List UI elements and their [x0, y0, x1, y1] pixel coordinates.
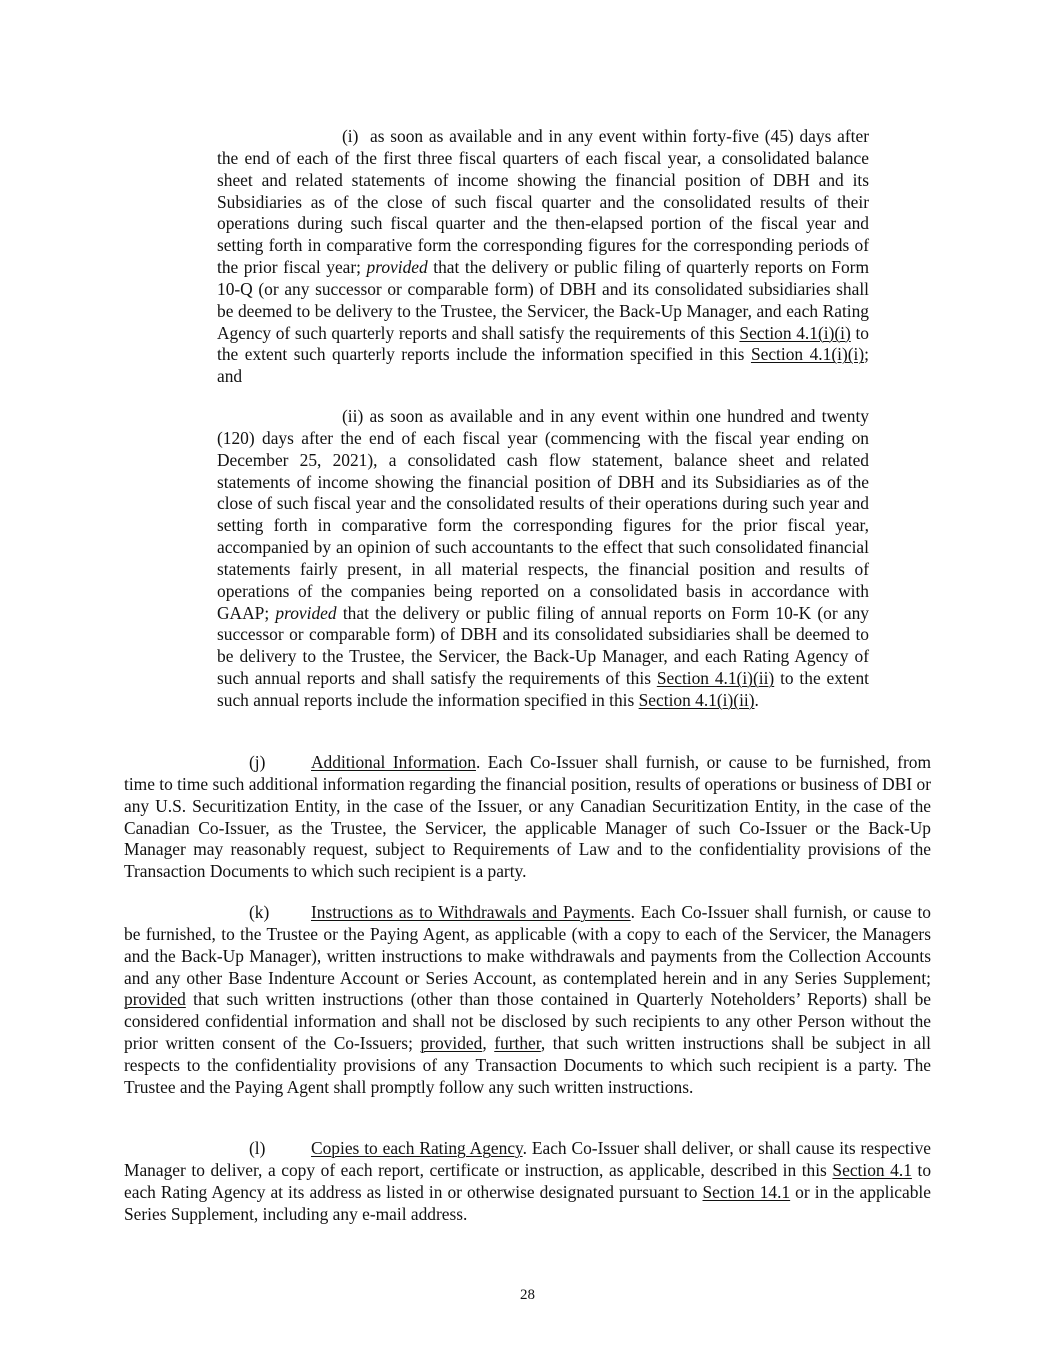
paragraph-k-text-3: , that such written instructions shall be subject in all respects to the confidentiality provisions of any Transaction Documents to which such recipient is a party. The Trustee and the Paying Agent shall promptly follow any such written instructions.: [124, 1033, 931, 1097]
section-ref-4-1-i-ii-a[interactable]: Section 4.1(i)(ii): [656, 668, 775, 689]
paragraph-ii-text-4: .: [754, 689, 759, 710]
paragraph-k: [124, 902, 931, 1099]
paragraph-l-heading: Copies to each Rating Agency: [311, 1138, 523, 1158]
section-ref-14-1[interactable]: Section 14.1: [702, 1181, 791, 1202]
paragraph-i-provided: provided: [366, 257, 428, 278]
paragraph-ii-label: (ii): [342, 406, 364, 426]
paragraph-j: [124, 752, 931, 883]
paragraph-l-text-1: . Each Co-Issuer shall deliver, or shall cause its respective Manager to deliver, a copy of each report, certificate or instruction, as applicable, described in this: [124, 1138, 932, 1180]
paragraph-k-label: (k): [249, 902, 270, 922]
paragraph-j-text-1: . Each Co-Issuer shall furnish, or cause to be furnished, from time to time such additional information regarding the financial position, results of operations or business of DBI or any U.S. Securitization Entity, in the case of the Issuer, or any Canadian Securitization Entity, in the case of the Canadian Co-Issuer, as the Trustee, the Servicer, the applicable Manager of such Co-Issuer or the Back-Up Manager may reasonably request, subject to Requirements of Law and to the confidentiality provisions of the Transaction Documents to which such recipient is a party.: [124, 752, 931, 882]
paragraph-k-comma: ,: [482, 1033, 487, 1054]
page-number: 28: [520, 1287, 535, 1303]
paragraph-j-label: (j): [249, 752, 266, 772]
section-ref-4-1-i-i-b[interactable]: Section 4.1(i)(i): [750, 344, 865, 365]
paragraph-j-heading: Additional Information: [311, 752, 476, 772]
paragraph-k-text-1: . Each Co-Issuer shall furnish, or cause to be furnished, to the Trustee or the Paying Agent, as applicable (with a copy to each of the Servicer, the Managers and the Back-Up Manager), written instructions to make withdrawals and payments from the Collection Accounts and any other Base Indenture Account or Series Account, as contemplated herein and in any Series Supplement;: [124, 902, 931, 988]
paragraph-ii-provided: provided: [275, 602, 337, 623]
paragraph-k-provided: provided: [124, 989, 186, 1010]
paragraph-i: [217, 126, 869, 388]
paragraph-ii-text-2: that the delivery or public filing of annual reports on Form 10-K (or any successor or comparable form) of DBH and its consolidated subsidiaries shall be deemed to be delivery to the Trustee, the Servicer, the Back-Up Manager, and each Rating Agency of such annual reports and shall satisfy the requirements of this: [217, 602, 869, 689]
paragraph-l: [124, 1138, 931, 1225]
paragraph-l-text-2: to each Rating Agency at its address as listed in or otherwise designated pursuant to: [124, 1159, 932, 1202]
paragraph-i-text-2: that the delivery or public filing of quarterly reports on Form 10-Q (or any successor or comparable form) of DBH and its consolidated subsidiaries shall be deemed to be delivery to the Trustee, the Servicer, the Back-Up Manager, and each Rating Agency of such quarterly reports and shall satisfy the requirements of this: [217, 257, 869, 343]
paragraph-i-label: (i): [342, 126, 359, 146]
paragraph-l-text-3: or in the applicable Series Supplement, including any e-mail address.: [124, 1181, 931, 1224]
paragraph-k-further: further: [494, 1033, 541, 1054]
section-ref-4-1[interactable]: Section 4.1: [832, 1159, 912, 1180]
paragraph-i-text-3: to the extent such quarterly reports include the information specified in this: [217, 322, 869, 365]
paragraph-k-text-2: that such written instructions (other than those contained in Quarterly Noteholders’ Reports) shall be considered confidential information and shall not be disclosed by such recipients to any other Person without the prior written consent of the Co-Issuers;: [124, 989, 931, 1054]
paragraph-ii-text-1: as soon as available and in any event within one hundred and twenty (120) days after the end of each fiscal year (commencing with the fiscal year ending on December 25, 2021), a consolidated cash flow statement, balance sheet and related statements of income showing the financial position of DBH and its Subsidiaries as of the close of such fiscal year and the consolidated results of their operations during such year and setting forth in comparative form the corresponding figures for the prior fiscal year, accompanied by an opinion of such accountants to the effect that such consolidated financial statements fairly present, in all material respects, the financial position and results of operations of the companies being reported on a consolidated basis in accordance with GAAP;: [217, 406, 869, 623]
paragraph-i-text-4: ; and: [217, 344, 869, 387]
paragraph-k-provided-2: provided: [420, 1033, 483, 1054]
paragraph-k-heading: Instructions as to Withdrawals and Payments: [311, 902, 631, 922]
paragraph-l-label: (l): [249, 1138, 266, 1158]
paragraph-i-text-1: as soon as available and in any event within forty-five (45) days after the end of each of the first three fiscal quarters of each fiscal year, a consolidated balance sheet and related statements of income showing the financial position of DBH and its Subsidiaries as of the close of such fiscal quarter and the consolidated results of their operations during such fiscal quarter and the then-elapsed portion of the fiscal year and setting forth in comparative form the corresponding figures for the corresponding periods of the prior fiscal year;: [217, 126, 869, 278]
paragraph-ii-text-3: to the extent such annual reports include the information specified in this: [217, 668, 869, 710]
section-ref-4-1-i-i-a[interactable]: Section 4.1(i)(i): [739, 322, 851, 343]
paragraph-ii: [217, 406, 869, 712]
section-ref-4-1-i-ii-b[interactable]: Section 4.1(i)(ii): [638, 689, 755, 710]
